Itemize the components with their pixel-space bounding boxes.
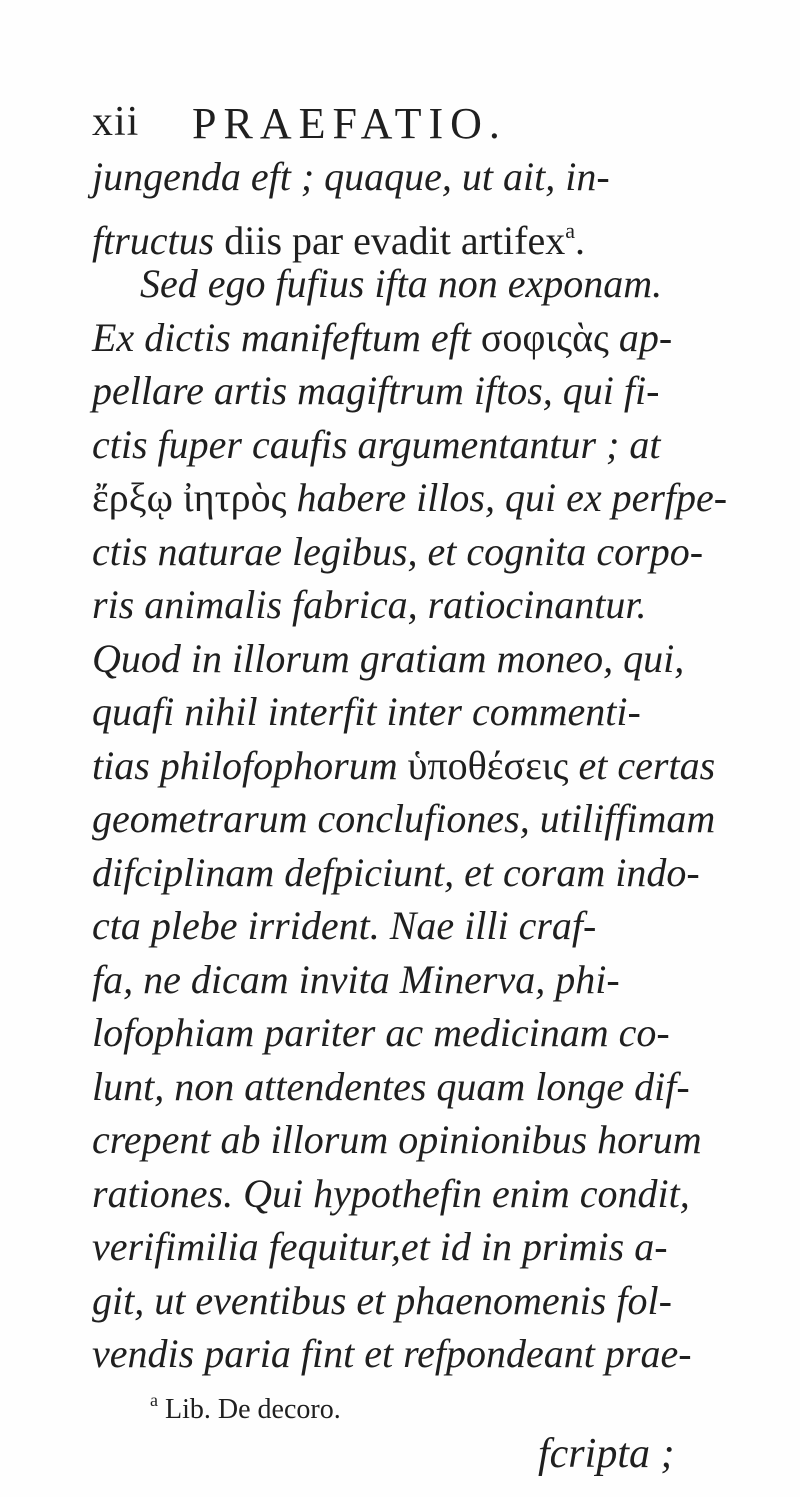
text-segment: ap- bbox=[608, 314, 673, 360]
text-line bbox=[92, 1167, 742, 1221]
text-line bbox=[92, 257, 742, 311]
text-segment: pellare artis magiftrum iftos, qui fi- bbox=[92, 368, 660, 413]
text-line bbox=[92, 1274, 742, 1328]
text-line bbox=[92, 1327, 742, 1381]
text-line bbox=[92, 311, 742, 365]
text-segment: cta plebe irrident. Nae illi craf- bbox=[92, 903, 597, 948]
text-segment: . bbox=[574, 217, 585, 263]
footnote-text: Lib. De decoro. bbox=[158, 1394, 341, 1425]
text-line bbox=[92, 578, 742, 632]
text-segment: rationes. Qui hypothefin enim condit, bbox=[92, 1170, 690, 1216]
text-segment: Quod in illorum gratiam moneo, qui, bbox=[92, 635, 685, 681]
text-line bbox=[92, 739, 742, 793]
catchword: fcripta ; bbox=[538, 1431, 675, 1477]
footnote bbox=[150, 1390, 341, 1426]
text-line bbox=[92, 632, 742, 686]
text-segment: σοφιςὰς bbox=[480, 314, 609, 360]
footnote-mark: a bbox=[150, 1390, 158, 1410]
text-segment: diis par evadit artifex bbox=[214, 217, 566, 263]
text-line bbox=[92, 792, 742, 846]
text-segment: ctis fuper caufis argumentantur ; at bbox=[92, 421, 661, 467]
text-segment: geometrarum conclufiones, utiliffimam bbox=[92, 796, 716, 841]
text-line bbox=[92, 418, 742, 472]
text-segment: lunt, non attendentes quam longe dif- bbox=[92, 1063, 690, 1109]
text-segment: lofophiam pariter ac medicinam co- bbox=[92, 1010, 670, 1055]
text-line bbox=[92, 525, 742, 579]
text-line bbox=[92, 685, 742, 739]
text-segment: tias philofophorum bbox=[92, 742, 408, 788]
text-segment: et certas bbox=[568, 742, 716, 788]
text-segment: habere illos, qui ex perfpe- bbox=[286, 475, 728, 520]
text-line bbox=[92, 953, 742, 1007]
text-segment: ris animalis fabrica, ratiocinantur. bbox=[92, 582, 647, 627]
text-line bbox=[92, 204, 742, 263]
text-segment: ftructus bbox=[92, 217, 215, 263]
text-line bbox=[92, 1113, 742, 1167]
text-segment: vendis paria fint et refpondeant prae- bbox=[92, 1331, 692, 1376]
footnote-reference: a bbox=[565, 217, 575, 243]
text-segment: crepent ab illorum opinionibus horum bbox=[92, 1117, 702, 1162]
text-line bbox=[92, 1006, 742, 1060]
text-segment: git, ut eventibus et phaenomenis fol- bbox=[92, 1277, 672, 1323]
text-line bbox=[92, 846, 742, 900]
text-line bbox=[92, 899, 742, 953]
text-segment: difciplinam defpiciunt, et coram indo- bbox=[92, 849, 700, 895]
text-segment: fa, ne dicam invita Minerva, phi- bbox=[92, 956, 620, 1002]
text-segment: Ex dictis manifeftum eft bbox=[92, 314, 481, 360]
page-header bbox=[92, 98, 712, 158]
text-line bbox=[92, 471, 742, 525]
text-segment: ctis naturae legibus, et cognita corpo- bbox=[92, 528, 704, 574]
text-segment: ἔρξῳ ἰητρὸς bbox=[92, 475, 287, 520]
text-segment: ὑποθέσεις bbox=[407, 742, 569, 788]
running-title: PRAEFATIO. bbox=[192, 99, 507, 148]
text-line bbox=[92, 1060, 742, 1114]
text-line bbox=[92, 1220, 742, 1274]
body-text bbox=[92, 150, 742, 1381]
text-segment: verifimilia fequitur,et id in primis a- bbox=[92, 1224, 668, 1269]
text-line bbox=[92, 364, 742, 418]
text-segment: quafi nihil interfit inter commenti- bbox=[92, 689, 641, 734]
text-segment: jungenda eft ; quaque, ut ait, in- bbox=[92, 154, 610, 199]
text-line bbox=[92, 150, 742, 204]
folio-number: xii bbox=[92, 99, 140, 145]
text-segment: Sed ego fufius ifta non exponam. bbox=[140, 261, 663, 306]
